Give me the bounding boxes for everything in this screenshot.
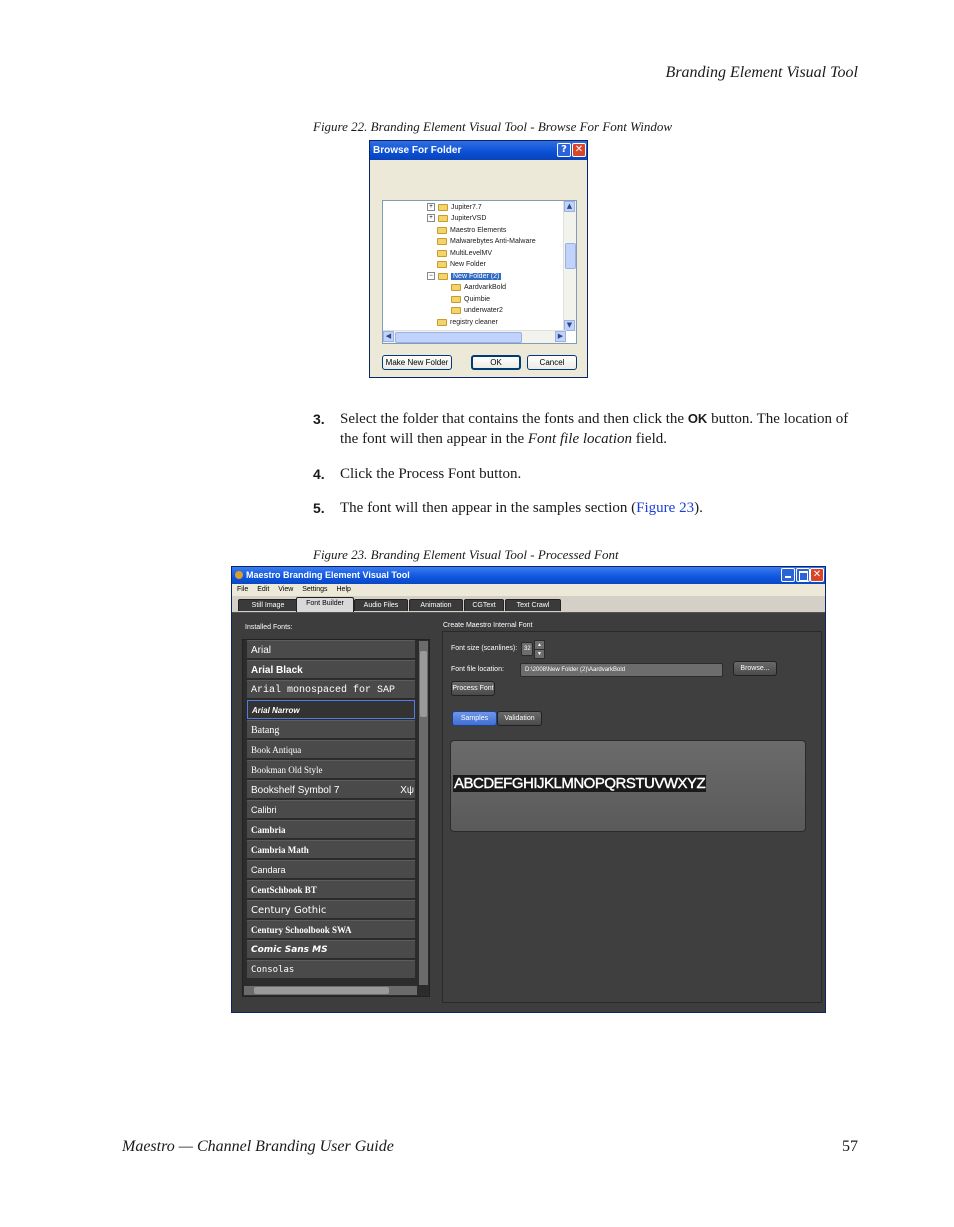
- field-name: Font file location: [527, 431, 633, 447]
- spin-down-icon[interactable]: ▼: [534, 649, 545, 659]
- menu-help[interactable]: Help: [336, 586, 351, 593]
- list-item[interactable]: Book Antiqua: [247, 740, 415, 759]
- sample-glyphs: ABCDEFGHIJKLMNOPQRSTUVWXYZ: [454, 775, 706, 792]
- dialog-titlebar: [370, 141, 587, 160]
- figure-23-link[interactable]: Figure 23: [636, 500, 695, 516]
- folder-icon: [451, 307, 461, 314]
- list-item[interactable]: Bookshelf Symbol 7 Χψ: [247, 780, 415, 799]
- tab-font-builder[interactable]: Font Builder: [296, 597, 354, 612]
- ok-button[interactable]: OK: [471, 355, 521, 370]
- list-item[interactable]: Arial: [247, 640, 415, 659]
- running-header: Branding Element Visual Tool: [665, 64, 858, 81]
- menu-edit[interactable]: Edit: [257, 586, 270, 593]
- tree-item[interactable]: + JupiterVSD: [427, 213, 486, 224]
- menu-settings[interactable]: Settings: [302, 586, 328, 593]
- font-size-label: Font size (scanlines):: [451, 645, 518, 652]
- cancel-button[interactable]: Cancel: [527, 355, 577, 370]
- font-file-input[interactable]: D:\2008\New Folder (2)\AardvarkBold: [520, 663, 723, 677]
- main-tabs: [232, 596, 825, 613]
- folder-tree[interactable]: [382, 200, 577, 344]
- folder-icon: [437, 250, 447, 257]
- list-item[interactable]: Cambria Math: [247, 840, 415, 859]
- font-list-horizontal-scrollbar[interactable]: [244, 986, 417, 995]
- collapse-icon[interactable]: −: [427, 272, 435, 280]
- menu-bar: [232, 584, 825, 596]
- step-4: 4. Click the Process Font button.: [313, 466, 522, 482]
- step-5: 5. The font will then appear in the samples section (Figure 23).: [313, 500, 703, 516]
- folder-icon: [438, 204, 448, 211]
- folder-icon: [438, 215, 448, 222]
- dialog-title: Browse For Folder: [373, 145, 462, 156]
- installed-fonts-label: Installed Fonts:: [245, 624, 293, 631]
- ok-keyword: OK: [687, 411, 708, 426]
- footer-title: Maestro — Channel Branding User Guide: [122, 1138, 394, 1155]
- window-titlebar: [232, 567, 825, 584]
- tree-item[interactable]: Quimbie: [451, 294, 490, 305]
- list-item[interactable]: Century Schoolbook SWA: [247, 920, 415, 939]
- folder-icon: [451, 284, 461, 291]
- tree-item[interactable]: registry cleaner: [437, 317, 498, 328]
- browse-button[interactable]: Browse...: [733, 661, 777, 676]
- list-item[interactable]: Consolas: [247, 960, 415, 979]
- font-file-label: Font file location:: [451, 666, 504, 673]
- list-item[interactable]: Cambria: [247, 820, 415, 839]
- window-title: Maestro Branding Element Visual Tool: [246, 570, 410, 580]
- figure-22-caption: Figure 22. Branding Element Visual Tool - Browse For Font Window: [313, 119, 673, 134]
- tab-text-crawl[interactable]: Text Crawl: [505, 599, 561, 611]
- folder-icon: [437, 238, 447, 245]
- folder-icon: [438, 273, 448, 280]
- spin-up-icon[interactable]: ▲: [534, 640, 545, 650]
- scroll-right-icon[interactable]: ▶: [555, 331, 566, 342]
- list-item[interactable]: Comic Sans MS: [247, 940, 415, 959]
- installed-fonts-list[interactable]: [242, 639, 430, 997]
- maestro-window: [231, 566, 826, 1013]
- scroll-thumb[interactable]: [395, 332, 522, 343]
- tree-vertical-scrollbar[interactable]: [563, 201, 576, 331]
- close-icon[interactable]: ✕: [572, 143, 586, 157]
- tree-item[interactable]: + Jupiter7.7: [427, 202, 482, 213]
- app-icon: [235, 571, 243, 579]
- tree-item[interactable]: Malwarebytes Anti-Malware: [437, 236, 536, 247]
- list-item[interactable]: Arial Black: [247, 660, 415, 679]
- figure-23-caption: Figure 23. Branding Element Visual Tool - Processed Font: [313, 547, 619, 562]
- list-item-selected[interactable]: Arial Narrow: [247, 700, 415, 719]
- subtab-samples[interactable]: Samples: [452, 711, 497, 726]
- folder-icon: [451, 296, 461, 303]
- menu-file[interactable]: File: [237, 586, 249, 593]
- list-item[interactable]: Century Gothic: [247, 900, 415, 919]
- create-font-panel: [442, 631, 822, 1003]
- list-item[interactable]: CentSchbook BT: [247, 880, 415, 899]
- font-size-input[interactable]: 32: [521, 642, 533, 656]
- process-font-button[interactable]: Process Font: [451, 681, 495, 696]
- list-item[interactable]: Calibri: [247, 800, 415, 819]
- scroll-thumb[interactable]: [254, 987, 389, 994]
- symbol-glyph: Χψ: [400, 785, 414, 796]
- create-font-label: Create Maestro Internal Font: [443, 622, 533, 629]
- maximize-icon[interactable]: [796, 568, 810, 582]
- scroll-down-icon[interactable]: ▼: [564, 320, 575, 331]
- list-item[interactable]: Batang: [247, 720, 415, 739]
- folder-icon: [437, 319, 447, 326]
- scroll-left-icon[interactable]: ◀: [383, 331, 394, 342]
- subtab-validation[interactable]: Validation: [497, 711, 542, 726]
- make-new-folder-button[interactable]: Make New Folder: [382, 355, 452, 370]
- tree-item[interactable]: Maestro Elements: [437, 225, 506, 236]
- scroll-thumb[interactable]: [420, 651, 427, 717]
- folder-icon: [437, 261, 447, 268]
- samples-area: [450, 740, 806, 832]
- minimize-icon[interactable]: [781, 568, 795, 582]
- menu-view[interactable]: View: [278, 586, 294, 593]
- tree-item[interactable]: underwater2: [451, 305, 503, 316]
- folder-icon: [437, 227, 447, 234]
- step-3: 3. Select the folder that contains the fonts and then click the OK button. The location of the font will then appear in the Font file location field.: [313, 411, 849, 447]
- tree-horizontal-scrollbar[interactable]: [383, 330, 566, 343]
- tree-item[interactable]: New Folder: [437, 259, 486, 270]
- list-item[interactable]: Bookman Old Style: [247, 760, 415, 779]
- scroll-up-icon[interactable]: ▲: [564, 201, 575, 212]
- tree-item[interactable]: MultiLevelMV: [437, 248, 492, 259]
- font-list-vertical-scrollbar[interactable]: [419, 641, 428, 985]
- list-item[interactable]: Arial monospaced for SAP: [247, 680, 415, 699]
- browse-for-folder-dialog: [369, 140, 588, 378]
- help-icon[interactable]: ?: [557, 143, 571, 157]
- tree-item[interactable]: AardvarkBold: [451, 282, 506, 293]
- tab-animation[interactable]: Animation: [409, 599, 463, 611]
- close-icon[interactable]: ✕: [810, 568, 824, 582]
- tab-audio-files[interactable]: Audio Files: [354, 599, 408, 611]
- expand-icon[interactable]: +: [427, 203, 435, 211]
- list-item[interactable]: Candara: [247, 860, 415, 879]
- scroll-thumb[interactable]: [565, 243, 576, 269]
- tab-cgtext[interactable]: CGText: [464, 599, 504, 611]
- page-number: 57: [842, 1138, 858, 1155]
- tab-still-image[interactable]: Still Image: [238, 599, 298, 611]
- expand-icon[interactable]: +: [427, 214, 435, 222]
- tree-item-selected[interactable]: − New Folder (2): [427, 271, 501, 282]
